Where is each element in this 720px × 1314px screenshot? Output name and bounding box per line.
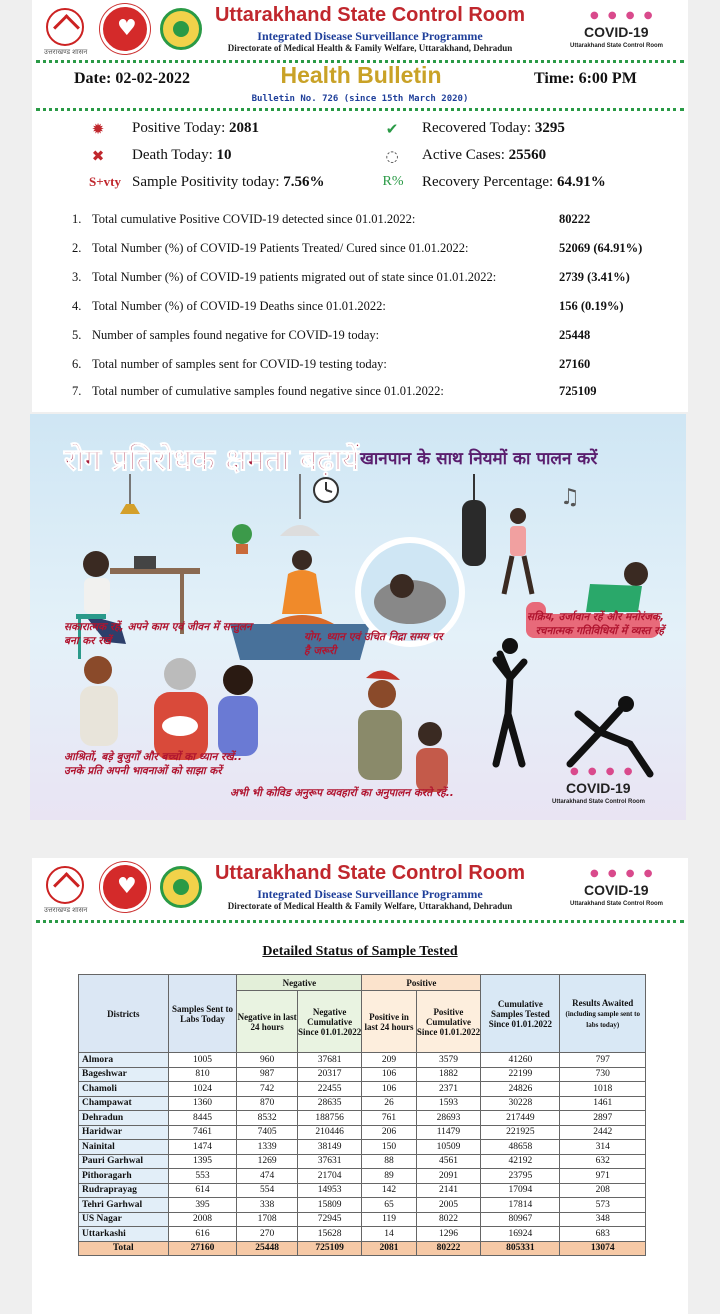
col-negative-cumulative: Negative Cumulative Since 01.01.2022 <box>297 991 362 1053</box>
total-value: 13074 <box>560 1241 646 1256</box>
district-cell: Rudraprayag <box>79 1183 169 1198</box>
value-cell: 1339 <box>237 1140 297 1155</box>
recovery-percentage: Recovery Percentage: 64.91% <box>422 174 606 190</box>
value-cell: 1024 <box>168 1082 237 1097</box>
value-cell: 10509 <box>416 1140 481 1155</box>
sample-positivity-icon: S+vty <box>89 174 121 189</box>
value-cell: 314 <box>560 1140 646 1155</box>
value-cell: 38149 <box>297 1140 362 1155</box>
programme-subtitle: Integrated Disease Surveillance Programme <box>257 29 483 43</box>
value-cell: 48658 <box>481 1140 560 1155</box>
value-cell: 22455 <box>297 1082 362 1097</box>
value-cell: 573 <box>560 1198 646 1213</box>
value-cell: 474 <box>237 1169 297 1184</box>
value-cell: 37681 <box>297 1053 362 1068</box>
poster-covid-caption: Uttarakhand State Control Room <box>552 799 646 805</box>
value-cell: 1395 <box>168 1154 237 1169</box>
virus-icon: ✹ <box>91 120 105 138</box>
value-cell: 632 <box>560 1154 646 1169</box>
value-cell: 870 <box>237 1096 297 1111</box>
control-room-title: Uttarakhand State Control Room <box>214 862 526 884</box>
value-cell: 1296 <box>416 1227 481 1242</box>
emblem-caption: उत्तराखण्ड शासन <box>44 907 88 914</box>
value-cell: 1018 <box>560 1082 646 1097</box>
total-row <box>79 1241 646 1256</box>
covid-logo-caption: Uttarakhand State Control Room <box>570 43 664 49</box>
district-cell: Tehri Garhwal <box>79 1198 169 1213</box>
programme-subtitle: Integrated Disease Surveillance Programme <box>257 887 483 901</box>
value-cell: 206 <box>362 1125 416 1140</box>
virus-dots-icon: ● ● ● ● <box>590 868 656 879</box>
value-cell: 1882 <box>416 1067 481 1082</box>
value-cell: 761 <box>362 1111 416 1126</box>
district-cell: Nainital <box>79 1140 169 1155</box>
value-cell: 971 <box>560 1169 646 1184</box>
poster-subtitle: खानपान के साथ नियमों का पालन करें <box>360 449 598 469</box>
svg-text:♫: ♫ <box>560 485 580 510</box>
table-row <box>79 1067 646 1082</box>
list-item: 1. Total cumulative Positive COVID-19 detected since 01.01.2022: 80222 <box>72 212 591 226</box>
value-cell: 1461 <box>560 1096 646 1111</box>
value-cell: 1005 <box>168 1053 237 1068</box>
value-cell: 41260 <box>481 1053 560 1068</box>
value-cell: 2008 <box>168 1212 237 1227</box>
col-districts: Districts <box>79 975 169 1053</box>
list-item: 5. Number of samples found negative for COVID-19 today: 25448 <box>72 328 591 342</box>
value-cell: 797 <box>560 1053 646 1068</box>
table-row <box>79 1169 646 1184</box>
value-cell: 37631 <box>297 1154 362 1169</box>
value-cell: 683 <box>560 1227 646 1242</box>
value-cell: 987 <box>237 1067 297 1082</box>
health-mission-logo-icon <box>100 862 150 912</box>
value-cell: 8532 <box>237 1111 297 1126</box>
value-cell: 88 <box>362 1154 416 1169</box>
health-mission-logo-icon <box>100 4 150 54</box>
value-cell: 2371 <box>416 1082 481 1097</box>
table-row <box>79 1096 646 1111</box>
virus-dots-icon: ● ● ● ● <box>590 10 656 21</box>
value-cell: 188756 <box>297 1111 362 1126</box>
table-row <box>79 1183 646 1198</box>
district-cell: Pauri Garhwal <box>79 1154 169 1169</box>
value-cell: 730 <box>560 1067 646 1082</box>
value-cell: 3579 <box>416 1053 481 1068</box>
bulletin-page <box>32 0 688 412</box>
value-cell: 4561 <box>416 1154 481 1169</box>
value-cell: 7405 <box>237 1125 297 1140</box>
caption-active: सक्रिय, उर्जावान रहें और मनोरंजक, रचनात्मक गतिविधियों में व्यस्त रहें <box>526 611 664 637</box>
total-value: 725109 <box>297 1241 362 1256</box>
value-cell: 106 <box>362 1082 416 1097</box>
value-cell: 553 <box>168 1169 237 1184</box>
value-cell: 119 <box>362 1212 416 1227</box>
table-row <box>79 1053 646 1068</box>
awaited-note: (including sample sent to labs today) <box>565 1009 640 1029</box>
caption-yoga: योग, ध्यान एवं उचित निद्रा समय पर है जरूरी <box>304 631 443 657</box>
list-item: 2. Total Number (%) of COVID-19 Patients Treated/ Cured since 01.01.2022: 52069 (64.91%) <box>72 241 643 255</box>
col-sent-today: Samples Sent to Labs Today <box>168 975 237 1053</box>
divider <box>36 920 684 923</box>
value-cell: 2897 <box>560 1111 646 1126</box>
district-cell: Pithoragarh <box>79 1169 169 1184</box>
caption-balance: सकारात्मक रहें, अपने काम एवं जीवन में सन्तुलन बना कर रखें <box>64 621 252 647</box>
table-row <box>79 1140 646 1155</box>
value-cell: 210446 <box>297 1125 362 1140</box>
value-cell: 221925 <box>481 1125 560 1140</box>
value-cell: 8022 <box>416 1212 481 1227</box>
total-label: Total <box>79 1241 169 1256</box>
idsp-logo-icon <box>160 8 202 50</box>
sample-status-page <box>32 858 688 1314</box>
value-cell: 209 <box>362 1053 416 1068</box>
value-cell: 1708 <box>237 1212 297 1227</box>
value-cell: 614 <box>168 1183 237 1198</box>
page-header <box>32 858 688 920</box>
value-cell: 14953 <box>297 1183 362 1198</box>
table-row <box>79 1198 646 1213</box>
value-cell: 810 <box>168 1067 237 1082</box>
col-positive-cumulative: Positive Cumulative Since 01.01.2022 <box>416 991 481 1053</box>
list-item: 6. Total number of samples sent for COVID-19 testing today: 27160 <box>72 357 591 371</box>
table-row <box>79 1227 646 1242</box>
bulletin-title: Health Bulletin <box>280 62 442 88</box>
page-header <box>32 0 688 62</box>
value-cell: 42192 <box>481 1154 560 1169</box>
active-cases: Active Cases: 25560 <box>422 147 547 163</box>
group-negative: Negative <box>237 975 362 991</box>
district-cell: Almora <box>79 1053 169 1068</box>
value-cell: 15628 <box>297 1227 362 1242</box>
value-cell: 21704 <box>297 1169 362 1184</box>
value-cell: 17094 <box>481 1183 560 1198</box>
list-item: 7. Total number of cumulative samples found negative since 01.01.2022: 725109 <box>72 384 597 398</box>
district-cell: Haridwar <box>79 1125 169 1140</box>
value-cell: 24826 <box>481 1082 560 1097</box>
value-cell: 28693 <box>416 1111 481 1126</box>
caption-care: आश्रितों, बड़े बुजुर्गों और बच्चों का ध्यान रखें.. उनके प्रति अपनी भावनाओं को साझा करें <box>64 751 242 777</box>
value-cell: 89 <box>362 1169 416 1184</box>
section-title: Detailed Status of Sample Tested <box>262 944 458 959</box>
value-cell: 1593 <box>416 1096 481 1111</box>
control-room-title: Uttarakhand State Control Room <box>214 4 526 26</box>
virus-dots-icon: ● ● ● ● <box>570 766 636 777</box>
value-cell: 20317 <box>297 1067 362 1082</box>
directorate-line: Directorate of Medical Health & Family Welfare, Uttarakhand, Dehradun <box>227 901 513 911</box>
value-cell: 14 <box>362 1227 416 1242</box>
total-value: 2081 <box>362 1241 416 1256</box>
bulletin-time: Time: 6:00 PM <box>534 70 637 87</box>
total-value: 25448 <box>237 1241 297 1256</box>
sample-positivity: Sample Positivity today: 7.56% <box>132 174 325 190</box>
district-cell: US Nagar <box>79 1212 169 1227</box>
awaited-label: Results Awaited <box>572 997 634 1008</box>
group-positive: Positive <box>362 975 481 991</box>
value-cell: 270 <box>237 1227 297 1242</box>
value-cell: 11479 <box>416 1125 481 1140</box>
recovered-check-icon: ✔ <box>385 120 399 138</box>
value-cell: 7461 <box>168 1125 237 1140</box>
list-item: 3. Total Number (%) of COVID-19 patients migrated out of state since 01.01.2022: 2739 (3.41%) <box>72 270 630 284</box>
table-row <box>79 1212 646 1227</box>
value-cell: 2141 <box>416 1183 481 1198</box>
positive-today: Positive Today: 2081 <box>132 120 260 136</box>
active-cases-icon: ◌ <box>385 147 399 165</box>
value-cell: 960 <box>237 1053 297 1068</box>
district-cell: Champawat <box>79 1096 169 1111</box>
value-cell: 8445 <box>168 1111 237 1126</box>
value-cell: 217449 <box>481 1111 560 1126</box>
col-results-awaited <box>560 975 646 1053</box>
value-cell: 150 <box>362 1140 416 1155</box>
uttarakhand-emblem-icon <box>46 8 84 46</box>
value-cell: 22199 <box>481 1067 560 1082</box>
bulletin-number: Bulletin No. 726 (since 15th March 2020) <box>251 94 469 104</box>
value-cell: 106 <box>362 1067 416 1082</box>
value-cell: 2091 <box>416 1169 481 1184</box>
poster-covid-logo <box>550 766 660 810</box>
value-cell: 23795 <box>481 1169 560 1184</box>
value-cell: 395 <box>168 1198 237 1213</box>
district-cell: Chamoli <box>79 1082 169 1097</box>
poster-title: रोग प्रतिरोधक क्षमता बढ़ायें <box>64 443 360 478</box>
value-cell: 65 <box>362 1198 416 1213</box>
district-cell: Dehradun <box>79 1111 169 1126</box>
value-cell: 1269 <box>237 1154 297 1169</box>
table-row <box>79 1082 646 1097</box>
col-cumulative-tested: Cumulative Samples Tested Since 01.01.2022 <box>481 975 560 1053</box>
table-row <box>79 1111 646 1126</box>
value-cell: 26 <box>362 1096 416 1111</box>
value-cell: 616 <box>168 1227 237 1242</box>
value-cell: 2442 <box>560 1125 646 1140</box>
value-cell: 208 <box>560 1183 646 1198</box>
district-cell: Bageshwar <box>79 1067 169 1082</box>
recovered-today: Recovered Today: 3295 <box>422 120 565 136</box>
death-today: Death Today: 10 <box>132 147 232 163</box>
immunity-poster <box>30 414 686 820</box>
directorate-line: Directorate of Medical Health & Family Welfare, Uttarakhand, Dehradun <box>227 43 513 53</box>
sample-status-table <box>78 974 646 1256</box>
value-cell: 28635 <box>297 1096 362 1111</box>
list-item: 4. Total Number (%) of COVID-19 Deaths since 01.01.2022: 156 (0.19%) <box>72 299 624 313</box>
covid-logo-text: COVID-19 <box>584 24 649 40</box>
total-value: 80222 <box>416 1241 481 1256</box>
value-cell: 72945 <box>297 1212 362 1227</box>
idsp-logo-icon <box>160 866 202 908</box>
covid-logo-caption: Uttarakhand State Control Room <box>570 901 664 907</box>
total-value: 27160 <box>168 1241 237 1256</box>
value-cell: 348 <box>560 1212 646 1227</box>
value-cell: 2005 <box>416 1198 481 1213</box>
col-positive-24h: Positive in last 24 hours <box>362 991 416 1053</box>
covid-logo-text: COVID-19 <box>584 882 649 898</box>
value-cell: 80967 <box>481 1212 560 1227</box>
table-row <box>79 1125 646 1140</box>
value-cell: 30228 <box>481 1096 560 1111</box>
covid-logo <box>566 10 676 56</box>
poster-covid-text: COVID-19 <box>566 780 631 796</box>
value-cell: 17814 <box>481 1198 560 1213</box>
value-cell: 1360 <box>168 1096 237 1111</box>
value-cell: 338 <box>237 1198 297 1213</box>
col-negative-24h: Negative in last 24 hours <box>237 991 297 1053</box>
bulletin-date: Date: 02-02-2022 <box>74 70 190 87</box>
value-cell: 15809 <box>297 1198 362 1213</box>
district-cell: Uttarkashi <box>79 1227 169 1242</box>
total-value: 805331 <box>481 1241 560 1256</box>
uttarakhand-emblem-icon <box>46 866 84 904</box>
table-body <box>79 1053 646 1256</box>
recovery-percent-icon: R% <box>382 174 404 189</box>
table-row <box>79 1154 646 1169</box>
death-cross-icon: ✖ <box>91 147 105 165</box>
value-cell: 554 <box>237 1183 297 1198</box>
value-cell: 16924 <box>481 1227 560 1242</box>
value-cell: 1474 <box>168 1140 237 1155</box>
value-cell: 142 <box>362 1183 416 1198</box>
emblem-caption: उत्तराखण्ड शासन <box>44 49 88 56</box>
covid-logo <box>566 868 676 914</box>
divider <box>36 108 684 111</box>
value-cell: 742 <box>237 1082 297 1097</box>
caption-behaviour: अभी भी कोविड अनुरूप व्यवहारों का अनुपालन करते रहें.. <box>230 787 454 799</box>
